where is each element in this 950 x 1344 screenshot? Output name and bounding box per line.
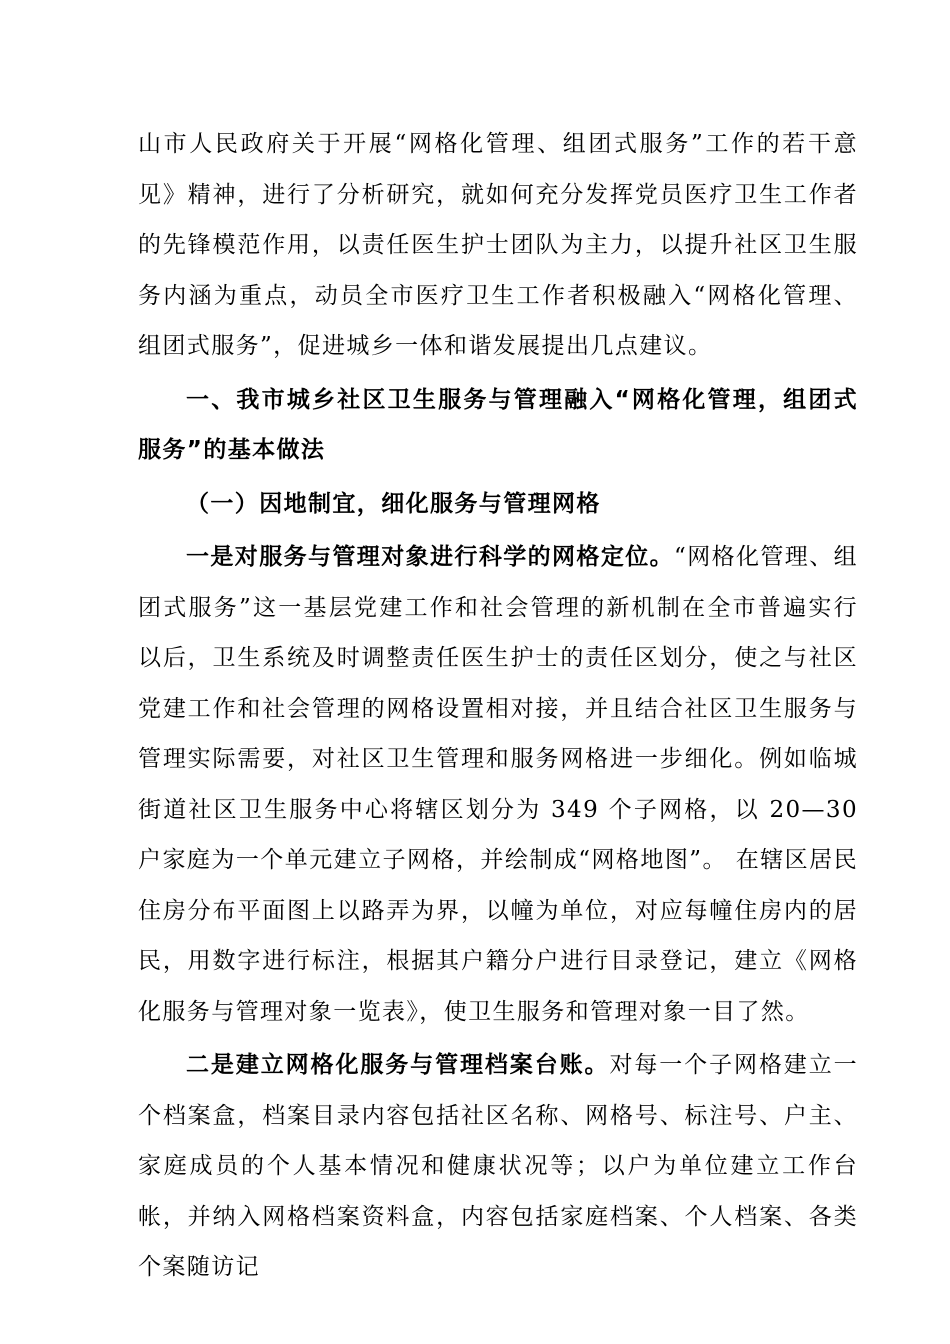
- document-page: [138, 119, 858, 1293]
- paragraph-body: 对每一个子网格建立一个档案盒，档案目录内容包括社区名称、网格号、标注号、户主、家庭成员的个人基本情况和健康状况等；以户为单位建立工作台帐，并纳入网格档案资料盒，内容包括家庭档案、个人档案、各类个案随访记: [138, 1052, 859, 1280]
- section-heading: 一、我市城乡社区卫生服务与管理融入“网格化管理，组团式服务”的基本做法: [138, 386, 858, 463]
- paragraph-archive-ledger: [138, 1040, 858, 1293]
- subsection-heading: （一）因地制宜，细化服务与管理网格: [186, 490, 601, 517]
- paragraph-intro: 山市人民政府关于开展“网格化管理、组团式服务”工作的若干意见》精神，进行了分析研究，就如何充分发挥党员医疗卫生工作者的先锋模范作用，以责任医生护士团队为主力，以提升社区卫生服务内涵为重点，动员全市医疗卫生工作者积极融入“网格化管理、组团式服务”，促进城乡一体和谐发展提出几点建议。: [138, 131, 858, 359]
- paragraph-body: “网格化管理、组团式服务”这一基层党建工作和社会管理的新机制在全市普遍实行以后，卫生系统及时调整责任医生护士的责任区划分，使之与社区党建工作和社会管理的网格设置相对接，并且结合社区卫生服务与管理实际需要，对社区卫生管理和服务网格进一步细化。例如临城街道社区卫生服务中心将辖区划分为 349 个子网格，以 20—30 户家庭为一个单元建立子网格，并绘制成“网格地图”。 在辖区居民住房分布平面图上以路弄为界，以幢为单位，对应每幢住房内的居民，用数字进行标注，根据其户籍分户进行目录登记，建立《网格化服务与管理对象一览表》，使卫生服务和管理对象一目了然。: [138, 544, 858, 1025]
- paragraph-grid-positioning: [138, 532, 858, 1037]
- paragraph-lead: 一是对服务与管理对象进行科学的网格定位。: [186, 544, 675, 570]
- paragraph-lead: 二是建立网格化服务与管理档案台账。: [186, 1052, 610, 1078]
